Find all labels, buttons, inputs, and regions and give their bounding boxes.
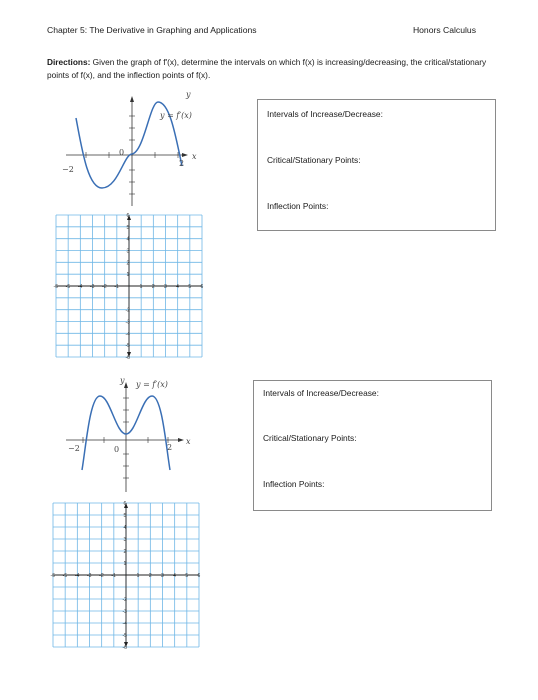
grid-y-tick-label: -5 <box>125 343 130 350</box>
function-label: y = f′(x) <box>160 111 192 120</box>
grid-x-tick-label: 3 <box>164 284 167 290</box>
grid-x-tick-label: -4 <box>77 284 83 290</box>
grid-x-tick-label: 6 <box>200 284 204 290</box>
grid-x-tick-label: 5 <box>188 284 192 290</box>
derivative-graph-2 <box>60 374 200 494</box>
x-axis-label: x <box>186 437 191 446</box>
grid-y-tick-label: -3 <box>125 319 130 326</box>
grid-x-tick-label: 1 <box>139 284 143 290</box>
y-axis-label: y <box>186 90 191 99</box>
tick-label-zero: 0 <box>119 148 125 157</box>
x-axis-label: x <box>192 152 197 161</box>
grid-y-tick-label: -3 <box>122 609 127 615</box>
grid-x-tick-label: -3 <box>90 284 95 290</box>
grid-x-tick-label: -6 <box>50 573 55 579</box>
coordinate-grid-2[interactable] <box>50 501 201 651</box>
directions-label: Directions: <box>47 57 91 67</box>
x-axis-arrow <box>182 153 188 157</box>
grid-y-tick-label: -6 <box>122 645 127 651</box>
directions <box>47 56 487 81</box>
grid-y-tick-label: -2 <box>122 597 127 603</box>
grid-y-tick-label: 2 <box>123 549 127 555</box>
grid-x-tick-label: 2 <box>148 573 152 579</box>
grid-x-tick-label: 5 <box>185 573 189 579</box>
grid-y-tick-label: -4 <box>122 621 127 627</box>
grid-y-tick-label: 4 <box>123 525 127 531</box>
critical-points-label: Critical/Stationary Points: <box>267 155 361 165</box>
answer-box-1[interactable] <box>257 99 496 231</box>
grid-y-tick-label: 1 <box>123 561 127 567</box>
grid-x-tick-label: -2 <box>99 573 104 579</box>
critical-points-label: Critical/Stationary Points: <box>263 433 357 443</box>
grid-y-tick-label: 5 <box>123 513 127 519</box>
x-axis-arrow <box>178 438 184 442</box>
grid-y-tick-label: 3 <box>123 537 127 543</box>
grid-x-tick-label: 1 <box>136 573 140 579</box>
function-label: y = f′(x) <box>136 380 168 389</box>
grid-x-tick-label: -3 <box>87 573 92 579</box>
coordinate-grid-1[interactable] <box>53 213 204 361</box>
grid-y-tick-label: 4 <box>126 236 130 243</box>
inflection-points-label: Inflection Points: <box>263 479 325 489</box>
course-name: Honors Calculus <box>412 25 476 35</box>
grid-y-tick-label: 6 <box>126 213 130 219</box>
grid-x-tick-label: -5 <box>62 573 68 579</box>
grid-y-tick-label: 5 <box>126 224 130 231</box>
grid-y-tick-label: 1 <box>126 272 130 279</box>
grid-x-tick-label: 4 <box>173 573 176 579</box>
y-axis-arrow <box>130 96 134 102</box>
intervals-label: Intervals of Increase/Decrease: <box>267 109 383 119</box>
grid-x-tick-label: 2 <box>151 284 155 290</box>
directions-text: Given the graph of f'(x), determine the intervals on which f(x) is increasing/decreasing, the critical/stationary points of f(x), and the inflection points of f(x). <box>47 57 487 80</box>
grid-y-tick-label: -4 <box>125 331 130 338</box>
grid-x-tick-label: -5 <box>65 284 71 290</box>
tick-label-zero: 0 <box>114 445 120 454</box>
tick-label-neg2: −2 <box>62 165 74 174</box>
grid-y-tick-label: -2 <box>125 307 130 314</box>
grid-y-tick-label: 3 <box>126 248 130 255</box>
tick-label-2: 2 <box>167 443 173 452</box>
tick-label-neg2: −2 <box>68 444 80 453</box>
answer-box-2[interactable] <box>253 380 492 511</box>
grid-y-tick-label: 2 <box>126 260 130 267</box>
grid-y-tick-label: 6 <box>123 501 127 507</box>
y-axis-label: y <box>120 376 125 385</box>
intervals-label: Intervals of Increase/Decrease: <box>263 388 379 398</box>
grid-x-tick-label: -4 <box>74 573 80 579</box>
chapter-title: Chapter 5: The Derivative in Graphing and Applications <box>47 25 257 35</box>
grid-x-tick-label: -2 <box>102 284 107 290</box>
grid-x-tick-label: 6 <box>197 573 201 579</box>
grid-x-tick-label: 4 <box>176 284 179 290</box>
grid-x-tick-label: -1 <box>114 284 119 290</box>
grid-y-tick-label: -5 <box>122 633 127 639</box>
grid-x-tick-label: 3 <box>161 573 164 579</box>
derivative-graph-1 <box>60 88 200 208</box>
tick-label-2: 2 <box>179 159 185 168</box>
axis-ticks <box>83 398 168 478</box>
grid-x-tick-label: -1 <box>111 573 116 579</box>
grid-x-tick-label: -6 <box>53 284 58 290</box>
inflection-points-label: Inflection Points: <box>267 201 329 211</box>
grid-y-tick-label: -6 <box>125 355 130 361</box>
